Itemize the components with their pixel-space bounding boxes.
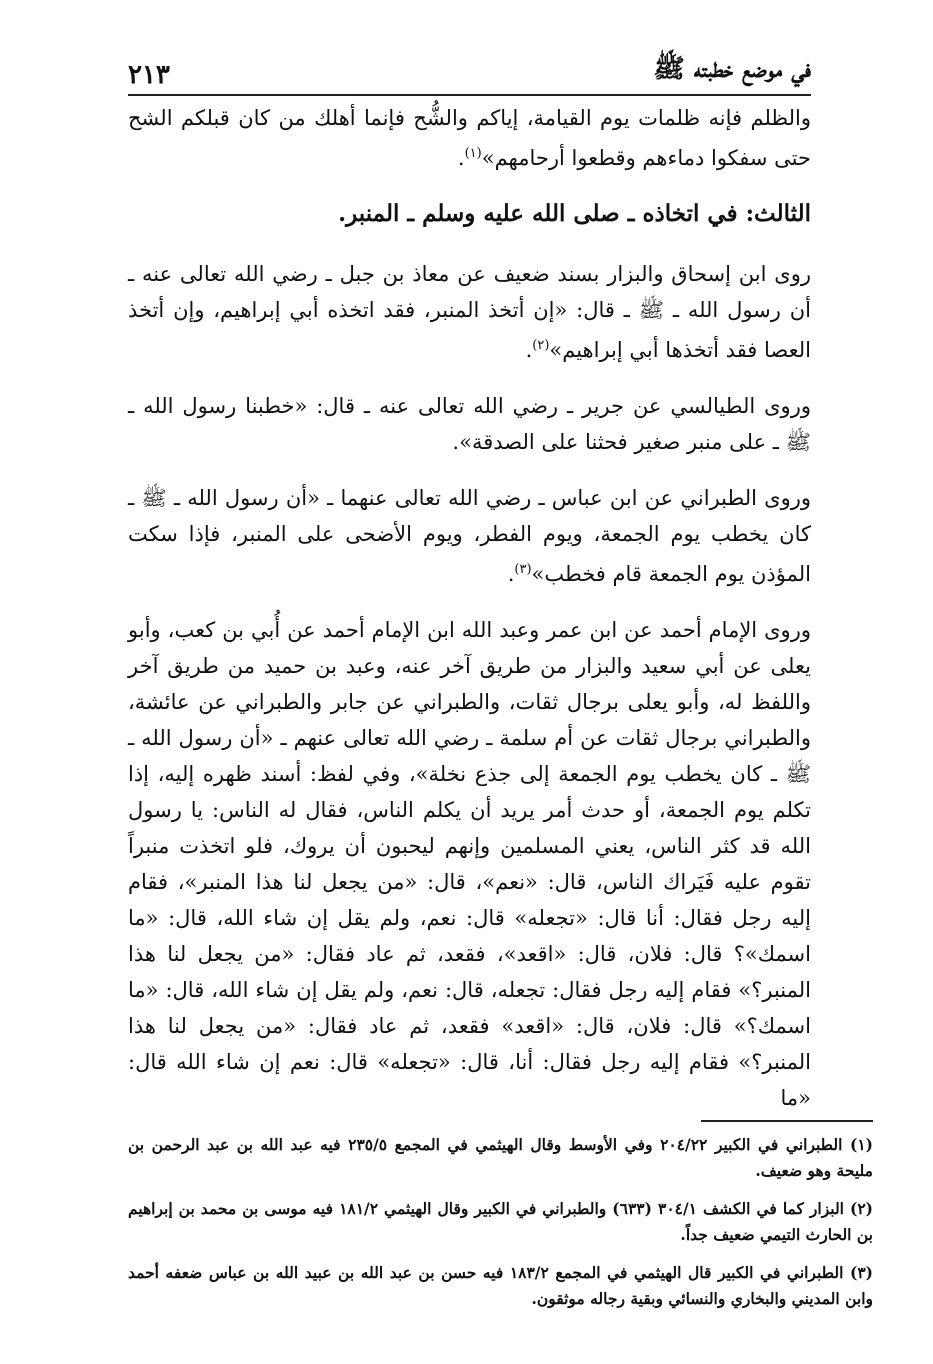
footnote-ref-3: (٣) [514,562,532,577]
paragraph-2: روى ابن إسحاق والبزار بسند ضعيف عن معاذ بن جبل ـ رضي الله تعالى عنه ـ أن رسول الله ـ ﷺ ـ قال: «إن أتخذ المنبر، فقد اتخذه أبي إبراهيم، وإن أتخذ العصا فقد أتخذها أبي إبراهيم»$^{(٢)}$. [128,262,811,362]
footnote-2: (٢) البزار كما في الكشف ٣٠٤/١ (٦٣٣) والطبراني في الكبير وقال الهيثمي ١٨١/٢ فيه موسى بن محمد بن إبراهيم بن الحارث التيمي ضعيف جداً. [128,1199,874,1244]
paragraph-4: وروى الطبراني عن ابن عباس ـ رضي الله تعالى عنهما ـ «أن رسول الله ـ ﷺ ـ كان يخطب يوم الجمعة، ويوم الفطر، ويوم الأضحى على المنبر، فإذا سكت المؤذن يوم الجمعة قام فخطب»$^{(٣)}$. [128,486,811,586]
paragraph-1: والظلم فإنه ظلمات يوم القيامة، إياكم والشُّح فإنما أهلك من كان قبلكم الشح حتى سفكوا دماءهم وقطعوا أرحامهم»$^{(١)}$. [128,106,811,170]
footnote-ref-1: (١) [464,146,482,161]
page-number: ٢١٣ [128,60,170,90]
paragraph-3: وروى الطيالسي عن جرير ـ رضي الله تعالى عنه ـ قال: «خطبنا رسول الله ـ ﷺ ـ على منبر صغير فحثنا على الصدقة». [128,394,811,454]
footnote-3: (٣) الطبراني في الكبير قال الهيثمي في المجمع ١٨٣/٢ فيه حسن بن عبد الله بن عبيد الله بن عباس ضعفه أحمد وابن المديني والبخاري والنسائي وبقية رجاله موثقون. [128,1263,873,1308]
footnotes [128,1132,873,1324]
paragraph-2-text: روى ابن إسحاق والبزار بسند ضعيف عن معاذ بن جبل ـ رضي الله تعالى عنه ـ أن رسول الله ـ ﷺ ـ قال: «إن أتخذ المنبر، فقد اتخذه أبي إبراهيم، وإن أتخذ العصا فقد أتخذها أبي إبراهيم» [128,262,811,362]
paragraph-5: وروى الإمام أحمد عن ابن عمر وعبد الله ابن الإمام أحمد عن أُبي بن كعب، وأبو يعلى عن أبي سعيد والبزار من طريق آخر عنه، وعبد بن حميد من طريق آخر واللفظ له، وأبو يعلى برجال ثقات، والطبراني عن جابر والطبراني عن عائشة، والطبراني برجال ثقات عن أم سلمة ـ رضي الله تعالى عنهم ـ «أن رسول الله ـ ﷺ ـ كان يخطب يوم الجمعة إلى جذع نخلة»، وفي لفظ: أسند ظهره إليه، إذا تكلم يوم الجمعة، أو حدث أمر يريد أن يكلم الناس، فقال له الناس: يا رسول الله قد كثر الناس، يعني المسلمين وإنهم ليحبون أن يروك، فلو اتخذت منبراً تقوم عليه فَيَراك الناس، قال: «نعم»، قال: «من يجعل لنا هذا المنبر»، فقام إليه رجل فقال: أنا قال: «تجعله» قال: نعم، ولم يقل إن شاء الله، قال: «ما اسمك»؟ قال: فلان، قال: «اقعد»، فقعد، ثم عاد فقال: «من يجعل لنا هذا المنبر؟» فقام إليه رجل فقال: تجعله، قال: نعم، ولم يقل إن شاء الله، قال: «ما اسمك؟» قال: فلان، قال: «اقعد» فقعد، ثم عاد فقال: «من يجعل لنا هذا المنبر؟» فقام إليه رجل فقال: أنا، قال: «تجعله» قال: نعم إن شاء الله قال: «ما [128,618,811,1110]
footnote-ref-2: (٢) [532,338,550,353]
running-header [128,42,811,96]
paragraph-4-text: وروى الطبراني عن ابن عباس ـ رضي الله تعالى عنهما ـ «أن رسول الله ـ ﷺ ـ كان يخطب يوم الجمعة، ويوم الفطر، ويوم الأضحى على المنبر، فإذا سكت المؤذن يوم الجمعة قام فخطب» [128,486,811,586]
paragraph-1-text: والظلم فإنه ظلمات يوم القيامة، إياكم والشُّح فإنما أهلك من كان قبلكم الشح حتى سفكوا دماءهم وقطعوا أرحامهم» [128,106,811,170]
section-heading: الثالث: في اتخاذه ـ صلى الله عليه وسلم ـ المنبر. [338,200,811,227]
footnote-divider [701,1120,873,1122]
footnote-1: (١) الطبراني في الكبير ٢٠٤/٢٢ وفي الأوسط وقال الهيثمي في المجمع ٢٣٥/٥ فيه عبد الله بن عبد الرحمن بن مليحة وهو ضعيف. [128,1135,873,1180]
main-text [128,100,811,1136]
header-title: في موضع خطبته ﷺ [653,54,811,84]
